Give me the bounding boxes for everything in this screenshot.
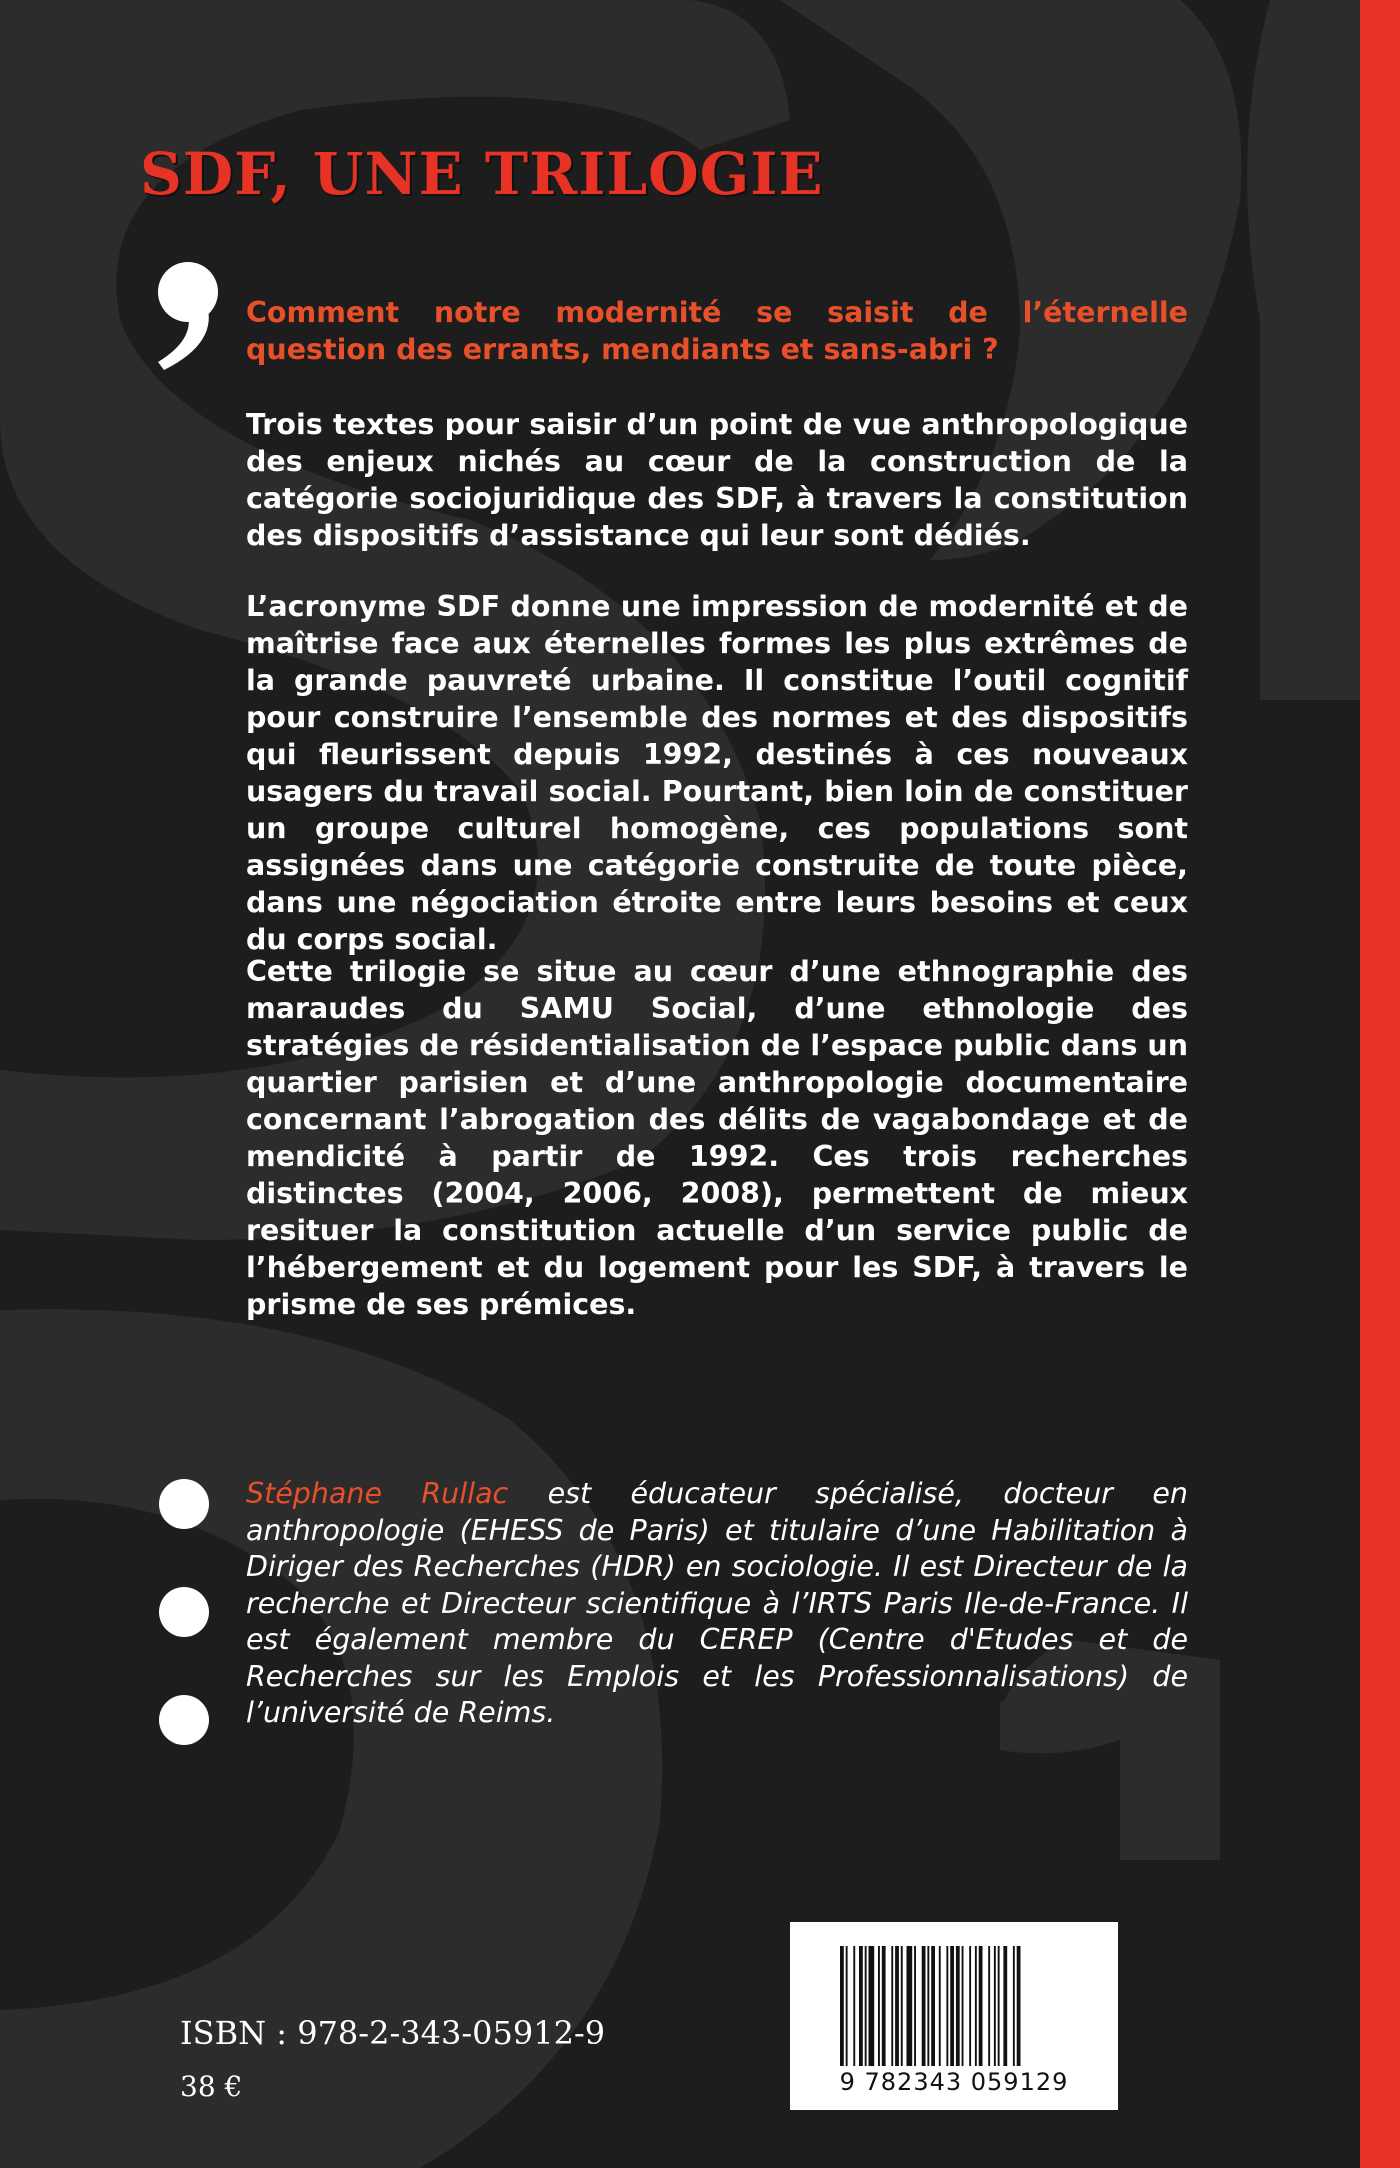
paragraph-3: Cette trilogie se situe au cœur d’une ethnographie des maraudes du SAMU Social, d’une ethnologie des stratégies de résidentialisation de l’espace public dans un quartier parisien et d’une anthropologie documentaire concernant l’abrogation des délits de vagabondage et de mendicité à partir de 1992. Ces trois recherches distinctes (2004, 2006, 2008), permettent de mieux resituer la constitution actuelle d’un service public de l’hébergement et du logement pour les SDF, à travers le prisme de ses prémices. [246, 955, 1188, 1321]
quote-mark-icon [154, 262, 224, 372]
isbn-number: ISBN : 978-2-343-05912-9 [180, 2014, 606, 2052]
author-bio-text: est éducateur spécialisé, docteur en anthropologie (EHESS de Paris) et titulaire d’une Habilitation à Diriger des Recherches (HDR) en sociologie. Il est Directeur de la recherche et Directeur scientifique à l’IRTS Paris Ile-de-France. Il est également membre du CEREP (Centre d'Etudes et de Recherches sur les Emplois et les Professionnalisations) de l’université de Reims. [246, 1477, 1188, 1729]
barcode-bars [840, 1946, 1068, 2066]
red-spine-strip [1360, 0, 1400, 2168]
price: 38 € [180, 2070, 243, 2103]
ellipsis-dots-icon [156, 1476, 212, 1746]
paragraph-1: Trois textes pour saisir d’un point de vue anthropologique des enjeux nichés au cœur de la construction de la catégorie sociojuridique des SDF, à travers la constitution des dispositifs d’assistance qui leur sont dédiés. [246, 408, 1188, 552]
barcode [790, 1922, 1118, 2110]
author-bio [246, 1476, 1188, 1732]
lead-question: Comment notre modernité se saisit de l’éternelle question des errants, mendiants et sans-abri ? [246, 296, 1188, 366]
book-title: SDF, UNE TRILOGIE [140, 140, 824, 208]
paragraph-2: L’acronyme SDF donne une impression de modernité et de maîtrise face aux éternelles formes les plus extrêmes de la grande pauvreté urbaine. Il constitue l’outil cognitif pour construire l’ensemble des normes et des dispositifs qui fleurissent depuis 1992, destinés à ces nouveaux usagers du travail social. Pourtant, bien loin de constituer un groupe culturel homogène, ces populations sont assignées dans une catégorie construite de toute pièce, dans une négociation étroite entre leurs besoins et ceux du corps social. [246, 590, 1188, 956]
barcode-digits: 9 782343 059129 [839, 2068, 1069, 2096]
author-name: Stéphane Rullac [246, 1477, 509, 1510]
